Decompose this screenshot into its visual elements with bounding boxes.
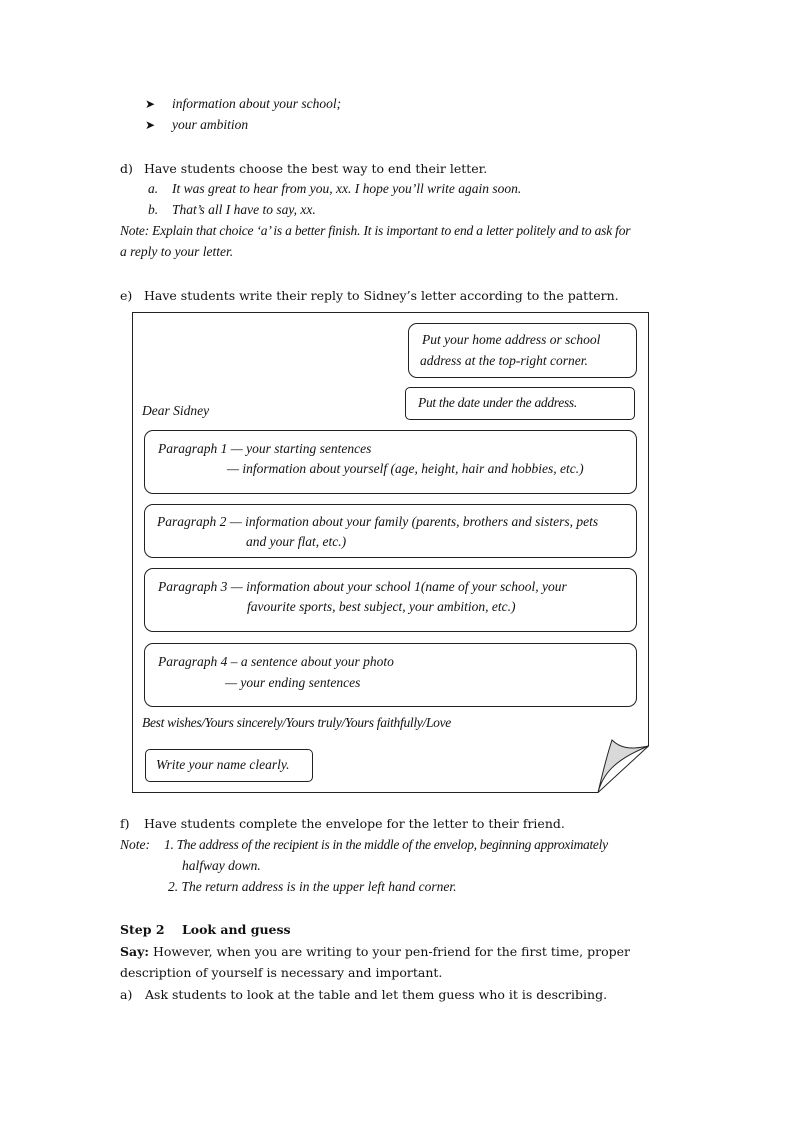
- note-f-label: Note:: [120, 837, 150, 852]
- letter-template: [132, 312, 650, 794]
- option-b-marker: b.: [148, 202, 159, 217]
- note-f-1-line-1: 1. The address of the recipient is in the middle of the envelop, beginning approximately: [164, 837, 608, 852]
- step-2a-text: Ask students to look at the table and let them guess who it is describing.: [145, 987, 608, 1002]
- paragraph-4-line-2: — your ending sentences: [225, 675, 361, 690]
- step-e-label: e): [120, 288, 133, 303]
- address-line-2: address at the top-right corner.: [420, 353, 588, 368]
- paragraph-4-line-1: Paragraph 4 – a sentence about your photo: [158, 654, 394, 669]
- paragraph-1-box: [144, 430, 637, 494]
- paragraph-3-line-2: favourite sports, best subject, your ambition, etc.): [247, 599, 516, 614]
- paragraph-2-line-1: Paragraph 2 — information about your family (parents, brothers and sisters, pets: [157, 514, 599, 529]
- step-2-heading: Step 2 Look and guess: [120, 922, 291, 937]
- paragraph-3-box: [144, 568, 637, 632]
- step-d-label: d): [120, 161, 133, 176]
- step-d-text: Have students choose the best way to end their letter.: [144, 161, 488, 176]
- note-d-line2: a reply to your letter.: [120, 244, 234, 259]
- say-line-1: [120, 944, 630, 959]
- say-text-1: However, when you are writing to your pen-friend for the first time, proper: [149, 944, 630, 959]
- paragraph-1-line-1: Paragraph 1 — your starting sentences: [158, 441, 372, 456]
- date-text: Put the date under the address.: [418, 395, 577, 410]
- bullet-ambition: your ambition: [172, 117, 249, 132]
- say-line-2: description of yourself is necessary and important.: [120, 965, 443, 980]
- arrow-bullet-icon: ➤: [145, 97, 156, 111]
- note-d-line1: : Explain that choice ‘a’ is a better finish. It is important to end a letter politely and to ask for: [144, 223, 631, 238]
- step-f-label: f): [120, 816, 130, 831]
- note-d-label: Note: [120, 223, 145, 238]
- address-box: [408, 323, 637, 378]
- say-label: Say:: [120, 944, 150, 959]
- step-2a-label: a): [120, 987, 133, 1002]
- name-text: Write your name clearly.: [156, 757, 290, 772]
- paragraph-1-line-2: — information about yourself (age, height, hair and hobbies, etc.): [227, 461, 584, 476]
- closing-line: Best wishes/Yours sincerely/Yours truly/Yours faithfully/Love: [142, 715, 451, 730]
- arrow-bullet-icon: ➤: [145, 118, 156, 132]
- paragraph-4-box: [144, 643, 637, 707]
- date-box: [405, 387, 635, 420]
- paragraph-2-line-2: and your flat, etc.): [246, 534, 347, 549]
- step-f-text: Have students complete the envelope for the letter to their friend.: [144, 816, 565, 831]
- note-f-2: 2. The return address is in the upper left hand corner.: [168, 879, 457, 894]
- name-box: [145, 749, 313, 782]
- paragraph-3-line-1: Paragraph 3 — information about your school 1(name of your school, your: [158, 579, 567, 594]
- bullet-school: information about your school;: [172, 96, 342, 111]
- note-f-1-line-2: halfway down.: [182, 858, 261, 873]
- step-e-text: Have students write their reply to Sidney’s letter according to the pattern.: [144, 288, 619, 303]
- option-a-text: It was great to hear from you, xx. I hope you’ll write again soon.: [172, 181, 522, 196]
- note-d: [120, 223, 630, 239]
- option-b-text: That’s all I have to say, xx.: [172, 202, 316, 217]
- option-a-marker: a.: [148, 181, 159, 196]
- salutation: Dear Sidney: [142, 403, 210, 418]
- paragraph-2-box: [144, 504, 637, 558]
- address-line-1: Put your home address or school: [422, 332, 601, 347]
